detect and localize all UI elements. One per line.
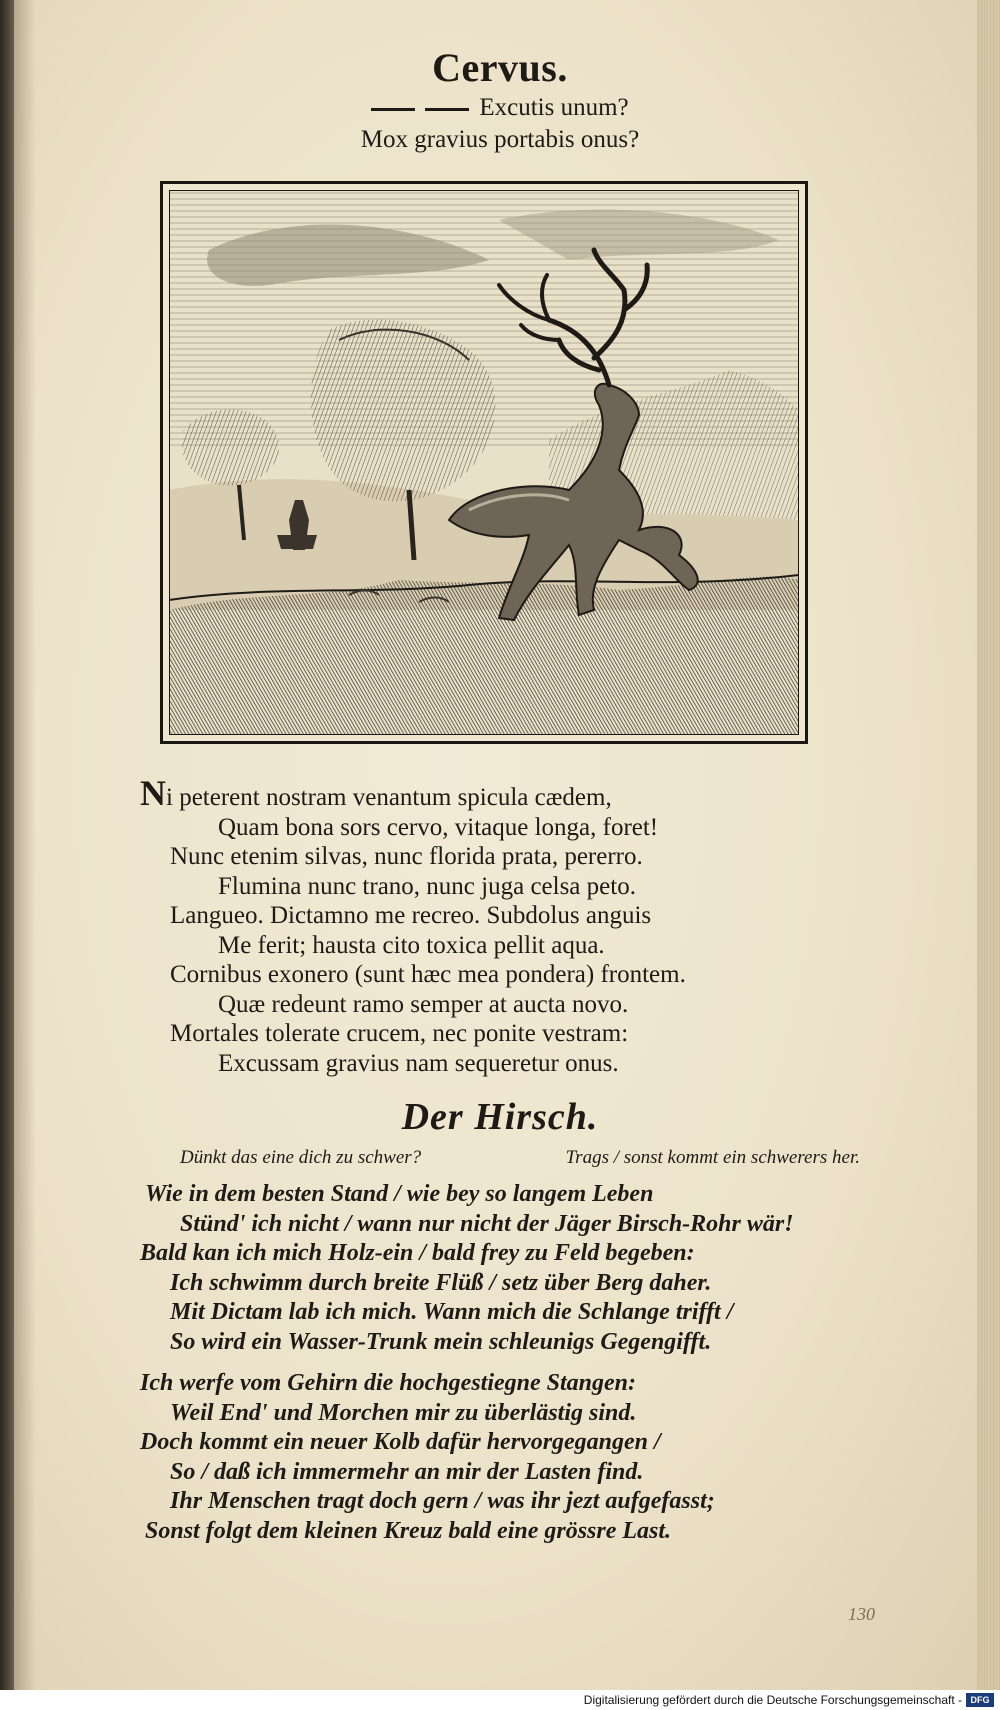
latin-line-3: Nunc etenim silvas, nunc florida prata, pererro. [170,843,643,870]
page-stack-edge [977,0,1000,1690]
latin-drop-capital: N [140,773,166,813]
digitization-footer [0,1690,1000,1710]
german-line-7: Ich werfe vom Gehirn die hochgestiegne Stangen: [140,1370,636,1396]
german-line-9: Doch kommt ein neuer Kolb dafür hervorgegangen / [140,1429,661,1455]
adjacent-page-edge [0,0,14,1710]
german-line-5: Mit Dictam lab ich mich. Wann mich die Schlange trifft / [170,1299,734,1325]
page-title: Cervus. [432,45,568,90]
latin-line-7: Cornibus exonero (sunt hæc mea pondera) frontem. [170,961,686,988]
latin-poem [140,773,860,1078]
motto-line-2: Mox gravius portabis onus? [360,126,640,153]
german-poem [140,1180,880,1546]
german-line-12: Sonst folgt dem kleinen Kreuz bald eine grössre Last. [145,1517,672,1544]
motto-line-1 [0,94,1000,122]
page-number: 130 [848,1604,875,1624]
german-motto [180,1147,860,1169]
motto-text-1: Excutis unum? [479,94,629,121]
latin-line-1 [140,773,860,813]
dash-rule [425,108,469,111]
latin-line-4: Flumina nunc trano, nunc juga celsa peto. [218,872,636,900]
german-line-1: Wie in dem besten Stand / wie bey so langem Leben [145,1181,654,1207]
dash-rule [371,108,415,111]
latin-line-10: Excussam gravius nam sequeretur onus. [218,1049,619,1077]
spine-shadow [14,0,36,1690]
stanza-gap [140,1357,880,1369]
latin-line-5: Langueo. Dictamno me recreo. Subdolus anguis [170,902,652,929]
engraving-illustration [169,190,799,735]
footer-credit: Digitalisierung gefördert durch die Deutsche Forschungsgemeinschaft - [583,1693,962,1707]
german-line-4: Ich schwimm durch breite Flüß / setz über Berg daher. [170,1269,712,1296]
german-line-11: Ihr Menschen tragt doch gern / was ihr jezt aufgefasst; [170,1488,715,1514]
german-motto-left: Dünkt das eine dich zu schwer? [180,1147,422,1168]
german-line-8: Weil End' und Morchen mir zu überlästig sind. [170,1399,637,1426]
german-line-3: Bald kan ich mich Holz-ein / bald frey zu Feld begeben: [140,1240,695,1266]
latin-line-1-text: i peterent nostram venantum spicula cædem, [166,784,612,811]
german-line-10: So / daß ich immermehr an mir der Lasten find. [170,1458,644,1485]
dfg-logo: DFG [966,1693,994,1707]
german-line-2: Stünd' ich nicht / wann nur nicht der Jäger Birsch-Rohr wär! [180,1210,794,1237]
stag-engraving [160,181,808,744]
latin-line-2: Quam bona sors cervo, vitaque longa, foret! [218,813,659,841]
latin-line-8: Quæ redeunt ramo semper at aucta novo. [218,990,629,1018]
latin-line-6: Me ferit; hausta cito toxica pellit aqua. [218,931,605,959]
german-title: Der Hirsch. [401,1096,599,1138]
german-line-6: So wird ein Wasser-Trunk mein schleunigs Gegengifft. [170,1328,712,1355]
latin-line-9: Mortales tolerate crucem, nec ponite vestram: [170,1020,629,1047]
german-motto-right: Trags / sonst kommt ein schwerers her. [565,1147,860,1168]
